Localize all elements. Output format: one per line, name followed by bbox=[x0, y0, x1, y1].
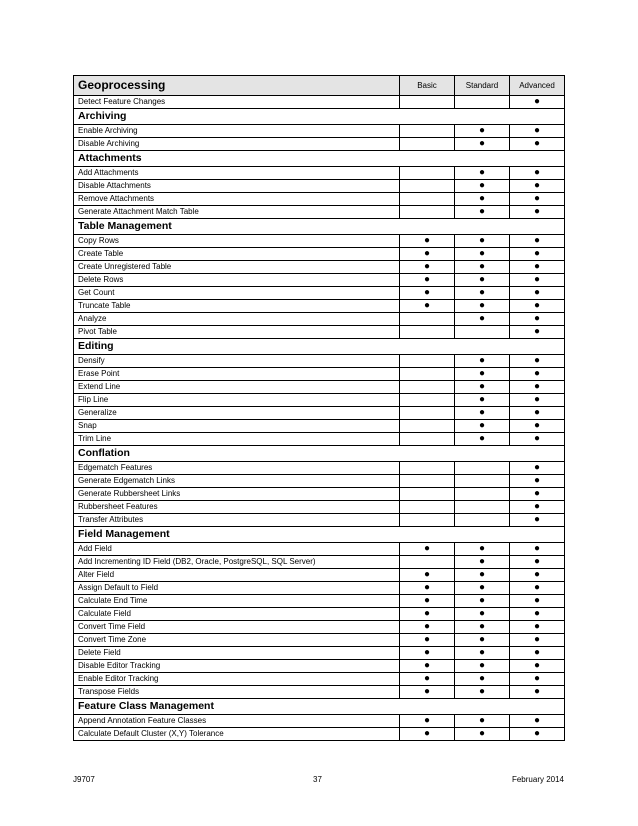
tool-name: Add Field bbox=[74, 543, 400, 556]
availability-basic bbox=[400, 326, 455, 339]
tool-name: Trim Line bbox=[74, 433, 400, 446]
availability-standard: ● bbox=[455, 300, 510, 313]
availability-basic bbox=[400, 368, 455, 381]
table-row bbox=[74, 167, 565, 180]
availability-advanced: ● bbox=[510, 514, 565, 527]
availability-advanced: ● bbox=[510, 261, 565, 274]
availability-standard: ● bbox=[455, 287, 510, 300]
availability-advanced: ● bbox=[510, 621, 565, 634]
table-row bbox=[74, 248, 565, 261]
tool-name: Truncate Table bbox=[74, 300, 400, 313]
table-row bbox=[74, 501, 565, 514]
tool-name: Enable Archiving bbox=[74, 125, 400, 138]
table-row bbox=[74, 608, 565, 621]
tool-name: Densify bbox=[74, 355, 400, 368]
availability-advanced: ● bbox=[510, 407, 565, 420]
availability-standard: ● bbox=[455, 673, 510, 686]
availability-standard: ● bbox=[455, 569, 510, 582]
availability-standard bbox=[455, 462, 510, 475]
section-header-row bbox=[74, 339, 565, 355]
section-title: Archiving bbox=[74, 109, 565, 125]
availability-basic: ● bbox=[400, 634, 455, 647]
section-header-row bbox=[74, 527, 565, 543]
availability-standard: ● bbox=[455, 206, 510, 219]
availability-basic: ● bbox=[400, 621, 455, 634]
tool-name: Erase Point bbox=[74, 368, 400, 381]
tool-name: Alter Field bbox=[74, 569, 400, 582]
table-row bbox=[74, 235, 565, 248]
availability-advanced: ● bbox=[510, 582, 565, 595]
availability-basic: ● bbox=[400, 582, 455, 595]
availability-basic bbox=[400, 313, 455, 326]
availability-standard: ● bbox=[455, 180, 510, 193]
tool-name: Delete Field bbox=[74, 647, 400, 660]
availability-basic bbox=[400, 167, 455, 180]
availability-basic: ● bbox=[400, 660, 455, 673]
availability-standard: ● bbox=[455, 355, 510, 368]
tool-name: Delete Rows bbox=[74, 274, 400, 287]
table-row bbox=[74, 261, 565, 274]
tool-name: Detect Feature Changes bbox=[74, 96, 400, 109]
tool-name: Rubbersheet Features bbox=[74, 501, 400, 514]
availability-standard: ● bbox=[455, 543, 510, 556]
tool-name: Remove Attachments bbox=[74, 193, 400, 206]
availability-basic: ● bbox=[400, 595, 455, 608]
tool-name: Pivot Table bbox=[74, 326, 400, 339]
table-row bbox=[74, 475, 565, 488]
availability-standard bbox=[455, 488, 510, 501]
table-row bbox=[74, 313, 565, 326]
availability-standard: ● bbox=[455, 715, 510, 728]
availability-advanced: ● bbox=[510, 326, 565, 339]
tool-name: Generate Edgematch Links bbox=[74, 475, 400, 488]
availability-advanced: ● bbox=[510, 715, 565, 728]
table-row bbox=[74, 543, 565, 556]
availability-basic: ● bbox=[400, 235, 455, 248]
table-row bbox=[74, 125, 565, 138]
availability-basic: ● bbox=[400, 686, 455, 699]
availability-standard: ● bbox=[455, 595, 510, 608]
tool-name: Generalize bbox=[74, 407, 400, 420]
availability-basic bbox=[400, 433, 455, 446]
tool-name: Create Unregistered Table bbox=[74, 261, 400, 274]
section-header-row bbox=[74, 699, 565, 715]
tool-name: Edgematch Features bbox=[74, 462, 400, 475]
availability-advanced: ● bbox=[510, 647, 565, 660]
tool-name: Calculate End Time bbox=[74, 595, 400, 608]
availability-basic: ● bbox=[400, 248, 455, 261]
section-header-row bbox=[74, 446, 565, 462]
availability-basic bbox=[400, 407, 455, 420]
availability-standard bbox=[455, 475, 510, 488]
availability-advanced: ● bbox=[510, 287, 565, 300]
tool-name: Extend Line bbox=[74, 381, 400, 394]
availability-advanced: ● bbox=[510, 368, 565, 381]
availability-standard: ● bbox=[455, 621, 510, 634]
availability-advanced: ● bbox=[510, 543, 565, 556]
availability-advanced: ● bbox=[510, 728, 565, 741]
column-header-basic: Basic bbox=[400, 76, 455, 96]
table-row bbox=[74, 96, 565, 109]
availability-basic bbox=[400, 420, 455, 433]
tool-name: Disable Attachments bbox=[74, 180, 400, 193]
availability-standard: ● bbox=[455, 235, 510, 248]
table-row bbox=[74, 621, 565, 634]
geoprocessing-table bbox=[73, 75, 565, 741]
availability-advanced: ● bbox=[510, 488, 565, 501]
availability-basic bbox=[400, 475, 455, 488]
column-header-standard: Standard bbox=[455, 76, 510, 96]
availability-standard: ● bbox=[455, 193, 510, 206]
availability-standard: ● bbox=[455, 368, 510, 381]
table-row bbox=[74, 686, 565, 699]
availability-advanced: ● bbox=[510, 462, 565, 475]
availability-advanced: ● bbox=[510, 313, 565, 326]
availability-standard: ● bbox=[455, 261, 510, 274]
availability-advanced: ● bbox=[510, 569, 565, 582]
availability-basic: ● bbox=[400, 728, 455, 741]
tool-name: Generate Attachment Match Table bbox=[74, 206, 400, 219]
availability-standard bbox=[455, 514, 510, 527]
section-title: Conflation bbox=[74, 446, 565, 462]
availability-basic bbox=[400, 206, 455, 219]
availability-advanced: ● bbox=[510, 96, 565, 109]
table-row bbox=[74, 206, 565, 219]
availability-basic: ● bbox=[400, 608, 455, 621]
table-row bbox=[74, 569, 565, 582]
availability-basic: ● bbox=[400, 287, 455, 300]
section-title: Feature Class Management bbox=[74, 699, 565, 715]
table-row bbox=[74, 715, 565, 728]
table-row bbox=[74, 407, 565, 420]
availability-basic bbox=[400, 193, 455, 206]
availability-standard: ● bbox=[455, 125, 510, 138]
table-row bbox=[74, 300, 565, 313]
tool-name: Convert Time Field bbox=[74, 621, 400, 634]
availability-basic: ● bbox=[400, 715, 455, 728]
tool-name: Get Count bbox=[74, 287, 400, 300]
availability-standard: ● bbox=[455, 167, 510, 180]
availability-basic bbox=[400, 381, 455, 394]
section-title: Table Management bbox=[74, 219, 565, 235]
tool-name: Transfer Attributes bbox=[74, 514, 400, 527]
tool-name: Flip Line bbox=[74, 394, 400, 407]
availability-standard: ● bbox=[455, 660, 510, 673]
availability-advanced: ● bbox=[510, 686, 565, 699]
availability-advanced: ● bbox=[510, 608, 565, 621]
section-header-row bbox=[74, 151, 565, 167]
table-row bbox=[74, 514, 565, 527]
table-row bbox=[74, 728, 565, 741]
availability-standard: ● bbox=[455, 582, 510, 595]
section-title: Attachments bbox=[74, 151, 565, 167]
section-header-row bbox=[74, 109, 565, 125]
availability-standard: ● bbox=[455, 248, 510, 261]
availability-advanced: ● bbox=[510, 556, 565, 569]
availability-advanced: ● bbox=[510, 595, 565, 608]
availability-basic: ● bbox=[400, 647, 455, 660]
availability-advanced: ● bbox=[510, 394, 565, 407]
availability-advanced: ● bbox=[510, 673, 565, 686]
table-row bbox=[74, 673, 565, 686]
availability-advanced: ● bbox=[510, 248, 565, 261]
section-title: Field Management bbox=[74, 527, 565, 543]
table-row bbox=[74, 420, 565, 433]
availability-advanced: ● bbox=[510, 355, 565, 368]
table-row bbox=[74, 660, 565, 673]
table-row bbox=[74, 355, 565, 368]
availability-advanced: ● bbox=[510, 381, 565, 394]
table-row bbox=[74, 394, 565, 407]
availability-advanced: ● bbox=[510, 660, 565, 673]
tool-name: Calculate Field bbox=[74, 608, 400, 621]
tool-name: Convert Time Zone bbox=[74, 634, 400, 647]
availability-standard: ● bbox=[455, 556, 510, 569]
availability-basic: ● bbox=[400, 261, 455, 274]
availability-advanced: ● bbox=[510, 300, 565, 313]
table-row bbox=[74, 287, 565, 300]
table-row bbox=[74, 488, 565, 501]
table-row bbox=[74, 634, 565, 647]
tool-name: Create Table bbox=[74, 248, 400, 261]
table-row bbox=[74, 556, 565, 569]
tool-name: Add Attachments bbox=[74, 167, 400, 180]
availability-basic bbox=[400, 501, 455, 514]
table-row bbox=[74, 326, 565, 339]
availability-standard: ● bbox=[455, 608, 510, 621]
column-header-advanced: Advanced bbox=[510, 76, 565, 96]
availability-standard: ● bbox=[455, 686, 510, 699]
availability-standard: ● bbox=[455, 313, 510, 326]
tool-name: Transpose Fields bbox=[74, 686, 400, 699]
availability-advanced: ● bbox=[510, 167, 565, 180]
tool-name: Add Incrementing ID Field (DB2, Oracle, PostgreSQL, SQL Server) bbox=[74, 556, 400, 569]
tool-name: Snap bbox=[74, 420, 400, 433]
availability-basic: ● bbox=[400, 274, 455, 287]
availability-basic: ● bbox=[400, 569, 455, 582]
availability-basic bbox=[400, 556, 455, 569]
availability-standard bbox=[455, 96, 510, 109]
availability-basic bbox=[400, 138, 455, 151]
availability-advanced: ● bbox=[510, 274, 565, 287]
table-row bbox=[74, 595, 565, 608]
tool-name: Assign Default to Field bbox=[74, 582, 400, 595]
tool-name: Calculate Default Cluster (X,Y) Tolerance bbox=[74, 728, 400, 741]
availability-basic bbox=[400, 462, 455, 475]
availability-advanced: ● bbox=[510, 138, 565, 151]
table-row bbox=[74, 582, 565, 595]
table-row bbox=[74, 274, 565, 287]
availability-basic: ● bbox=[400, 543, 455, 556]
availability-advanced: ● bbox=[510, 180, 565, 193]
table-row bbox=[74, 381, 565, 394]
availability-standard: ● bbox=[455, 381, 510, 394]
availability-standard: ● bbox=[455, 407, 510, 420]
table-row bbox=[74, 193, 565, 206]
tool-name: Disable Editor Tracking bbox=[74, 660, 400, 673]
tool-name: Generate Rubbersheet Links bbox=[74, 488, 400, 501]
section-title: Editing bbox=[74, 339, 565, 355]
table-row bbox=[74, 462, 565, 475]
availability-advanced: ● bbox=[510, 206, 565, 219]
table-row bbox=[74, 180, 565, 193]
availability-standard: ● bbox=[455, 394, 510, 407]
tool-name: Enable Editor Tracking bbox=[74, 673, 400, 686]
table-row bbox=[74, 138, 565, 151]
availability-basic: ● bbox=[400, 300, 455, 313]
availability-standard: ● bbox=[455, 274, 510, 287]
availability-advanced: ● bbox=[510, 501, 565, 514]
availability-standard: ● bbox=[455, 647, 510, 660]
table-row bbox=[74, 647, 565, 660]
footer-document-id: J9707 bbox=[73, 775, 95, 784]
tool-name: Disable Archiving bbox=[74, 138, 400, 151]
table-title: Geoprocessing bbox=[74, 76, 400, 96]
tool-name: Copy Rows bbox=[74, 235, 400, 248]
availability-basic bbox=[400, 125, 455, 138]
table-row bbox=[74, 368, 565, 381]
availability-advanced: ● bbox=[510, 235, 565, 248]
availability-standard: ● bbox=[455, 634, 510, 647]
availability-basic: ● bbox=[400, 673, 455, 686]
table-row bbox=[74, 433, 565, 446]
tool-name: Append Annotation Feature Classes bbox=[74, 715, 400, 728]
availability-standard: ● bbox=[455, 420, 510, 433]
footer-date: February 2014 bbox=[511, 775, 564, 784]
availability-advanced: ● bbox=[510, 420, 565, 433]
availability-standard bbox=[455, 501, 510, 514]
availability-basic bbox=[400, 514, 455, 527]
table-body bbox=[74, 76, 565, 741]
availability-standard: ● bbox=[455, 138, 510, 151]
availability-advanced: ● bbox=[510, 125, 565, 138]
availability-standard bbox=[455, 326, 510, 339]
availability-standard: ● bbox=[455, 433, 510, 446]
availability-advanced: ● bbox=[510, 193, 565, 206]
availability-basic bbox=[400, 355, 455, 368]
availability-basic bbox=[400, 488, 455, 501]
table-header-row bbox=[74, 76, 565, 96]
availability-advanced: ● bbox=[510, 634, 565, 647]
tool-name: Analyze bbox=[74, 313, 400, 326]
availability-advanced: ● bbox=[510, 433, 565, 446]
section-header-row bbox=[74, 219, 565, 235]
footer-page-number: 37 bbox=[313, 775, 322, 784]
availability-basic bbox=[400, 180, 455, 193]
availability-standard: ● bbox=[455, 728, 510, 741]
availability-basic bbox=[400, 394, 455, 407]
availability-basic bbox=[400, 96, 455, 109]
availability-advanced: ● bbox=[510, 475, 565, 488]
